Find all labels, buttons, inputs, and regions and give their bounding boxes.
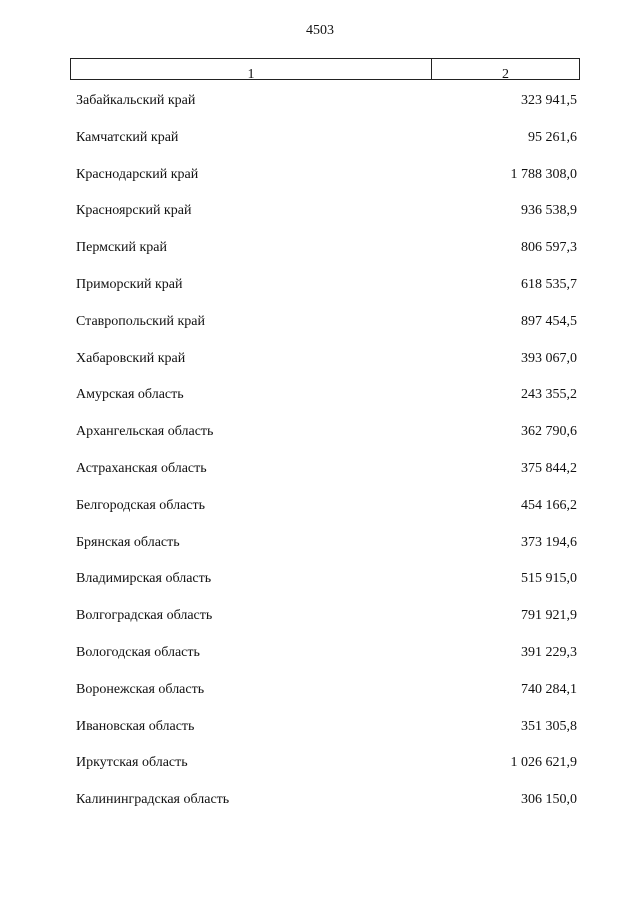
table-row — [72, 167, 577, 204]
region-name: Забайкальский край — [76, 93, 196, 108]
region-name: Белгородская область — [76, 497, 206, 513]
table-row — [72, 571, 577, 608]
table-row — [72, 645, 577, 682]
table-row — [72, 351, 577, 388]
region-value: 791 921,9 — [521, 608, 577, 624]
region-name: Камчатский край — [76, 129, 179, 145]
region-name: Калининградская область — [76, 792, 230, 808]
region-value: 351 305,8 — [521, 718, 577, 734]
table-row — [72, 203, 577, 240]
region-value: 936 538,9 — [521, 203, 577, 219]
column-header-2: 2 — [502, 67, 509, 82]
table-row — [72, 792, 577, 829]
region-value: 806 597,3 — [521, 240, 577, 256]
table-row — [72, 130, 577, 167]
region-value: 323 941,5 — [521, 93, 577, 108]
region-name: Иркутская область — [76, 755, 188, 771]
table-row — [72, 608, 577, 645]
table-row — [72, 682, 577, 719]
region-value: 373 194,6 — [521, 534, 577, 550]
region-value: 95 261,6 — [528, 129, 577, 145]
region-name: Приморский край — [76, 276, 183, 292]
region-value: 391 229,3 — [521, 644, 577, 660]
region-name: Воронежская область — [76, 681, 205, 697]
region-value: 515 915,0 — [521, 571, 577, 587]
table-header — [70, 58, 580, 80]
region-value: 393 067,0 — [521, 350, 577, 366]
region-name: Ставропольский край — [76, 313, 205, 329]
region-value: 897 454,5 — [521, 313, 577, 329]
region-value: 1 026 621,9 — [510, 755, 577, 771]
table-body — [72, 93, 577, 829]
region-name: Ивановская область — [76, 718, 195, 734]
region-name: Брянская область — [76, 534, 180, 550]
table-row — [72, 314, 577, 351]
region-name: Владимирская область — [76, 571, 212, 587]
column-header-1: 1 — [71, 59, 432, 79]
table-row — [72, 755, 577, 792]
table-row — [72, 387, 577, 424]
region-name: Волгоградская область — [76, 608, 213, 624]
region-value: 1 788 308,0 — [510, 166, 577, 182]
region-value: 618 535,7 — [521, 276, 577, 292]
region-name: Красноярский край — [76, 203, 192, 219]
region-value: 375 844,2 — [521, 460, 577, 476]
region-name: Хабаровский край — [76, 350, 186, 366]
region-value: 454 166,2 — [521, 497, 577, 513]
table-row — [72, 498, 577, 535]
region-value: 362 790,6 — [521, 424, 577, 440]
region-name: Архангельская область — [76, 424, 214, 440]
region-value: 740 284,1 — [521, 681, 577, 697]
table-row — [72, 461, 577, 498]
region-name: Пермский край — [76, 240, 167, 256]
region-name: Вологодская область — [76, 644, 200, 660]
table-row — [72, 240, 577, 277]
table-row — [72, 277, 577, 314]
region-name: Краснодарский край — [76, 166, 199, 182]
table-row — [72, 93, 577, 130]
region-value: 306 150,0 — [521, 792, 577, 808]
region-value: 243 355,2 — [521, 387, 577, 403]
table-row — [72, 424, 577, 461]
table-row — [72, 535, 577, 572]
page-number: 4503 — [306, 23, 334, 38]
region-name: Амурская область — [76, 387, 184, 403]
region-name: Астраханская область — [76, 460, 207, 476]
table-row — [72, 719, 577, 756]
